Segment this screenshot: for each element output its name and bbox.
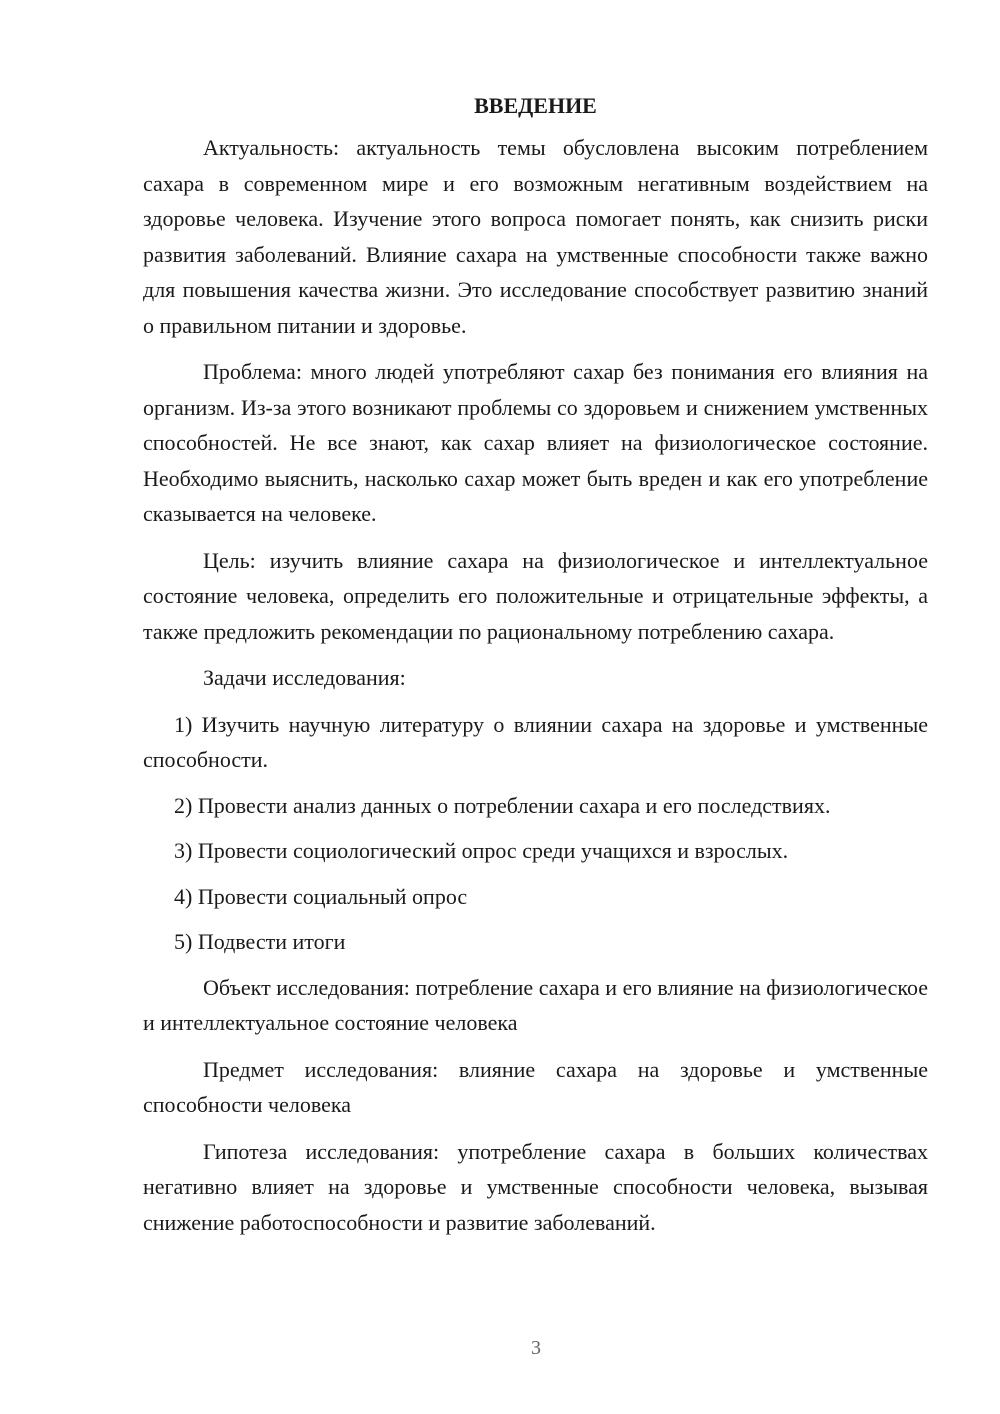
list-item: 5) Подвести итоги <box>174 929 346 954</box>
document-page <box>143 90 928 1251</box>
paragraph-problem: Проблема: много людей употребляют сахар без понимания его влияния на организм. Из-за этого возникают проблемы со здоровьем и снижением умственных способностей. Не все знают, как сахар влияет на физиологическое состояние. Необходимо выяснить, насколько сахар может быть вреден и как его употребление сказывается на человеке. <box>143 359 928 526</box>
page-number: 3 <box>531 1337 541 1359</box>
list-item: 3) Провести социологический опрос среди учащихся и взрослых. <box>174 838 789 863</box>
paragraph-object: Объект исследования: потребление сахара и его влияние на физиологическое и интеллектуальное состояние человека <box>143 974 928 1035</box>
tasks-list <box>143 707 928 960</box>
paragraph-hypothesis: Гипотеза исследования: употребление сахара в больших количествах негативно влияет на здоровье и умственные способности человека, вызывая снижение работоспособности и развитие заболеваний. <box>143 1138 928 1235</box>
paragraph-goal: Цель: изучить влияние сахара на физиологическое и интеллектуальное состояние человека, определить его положительные и отрицательные эффекты, а также предложить рекомендации по рациональному потреблению сахара. <box>143 547 928 644</box>
paragraph-relevance: Актуальность: актуальность темы обусловлена высоким потреблением сахара в современном мире и его возможным негативным воздействием на здоровье человека. Изучение этого вопроса помогает понять, как снизить риски развития заболеваний. Влияние сахара на умственные способности также важно для повышения качества жизни. Это исследование способствует развитию знаний о правильном питании и здоровье. <box>143 135 928 338</box>
list-item: 2) Провести анализ данных о потреблении сахара и его последствиях. <box>174 792 831 818</box>
list-item: 4) Провести социальный опрос <box>174 883 468 909</box>
paragraph-subject: Предмет исследования: влияние сахара на здоровье и умственные способности человека <box>143 1056 928 1117</box>
tasks-heading: Задачи исследования: <box>203 665 406 690</box>
page-title: ВВЕДЕНИЕ <box>474 93 597 118</box>
list-item: 1) Изучить научную литературу о влиянии сахара на здоровье и умственные способности. <box>143 711 928 772</box>
